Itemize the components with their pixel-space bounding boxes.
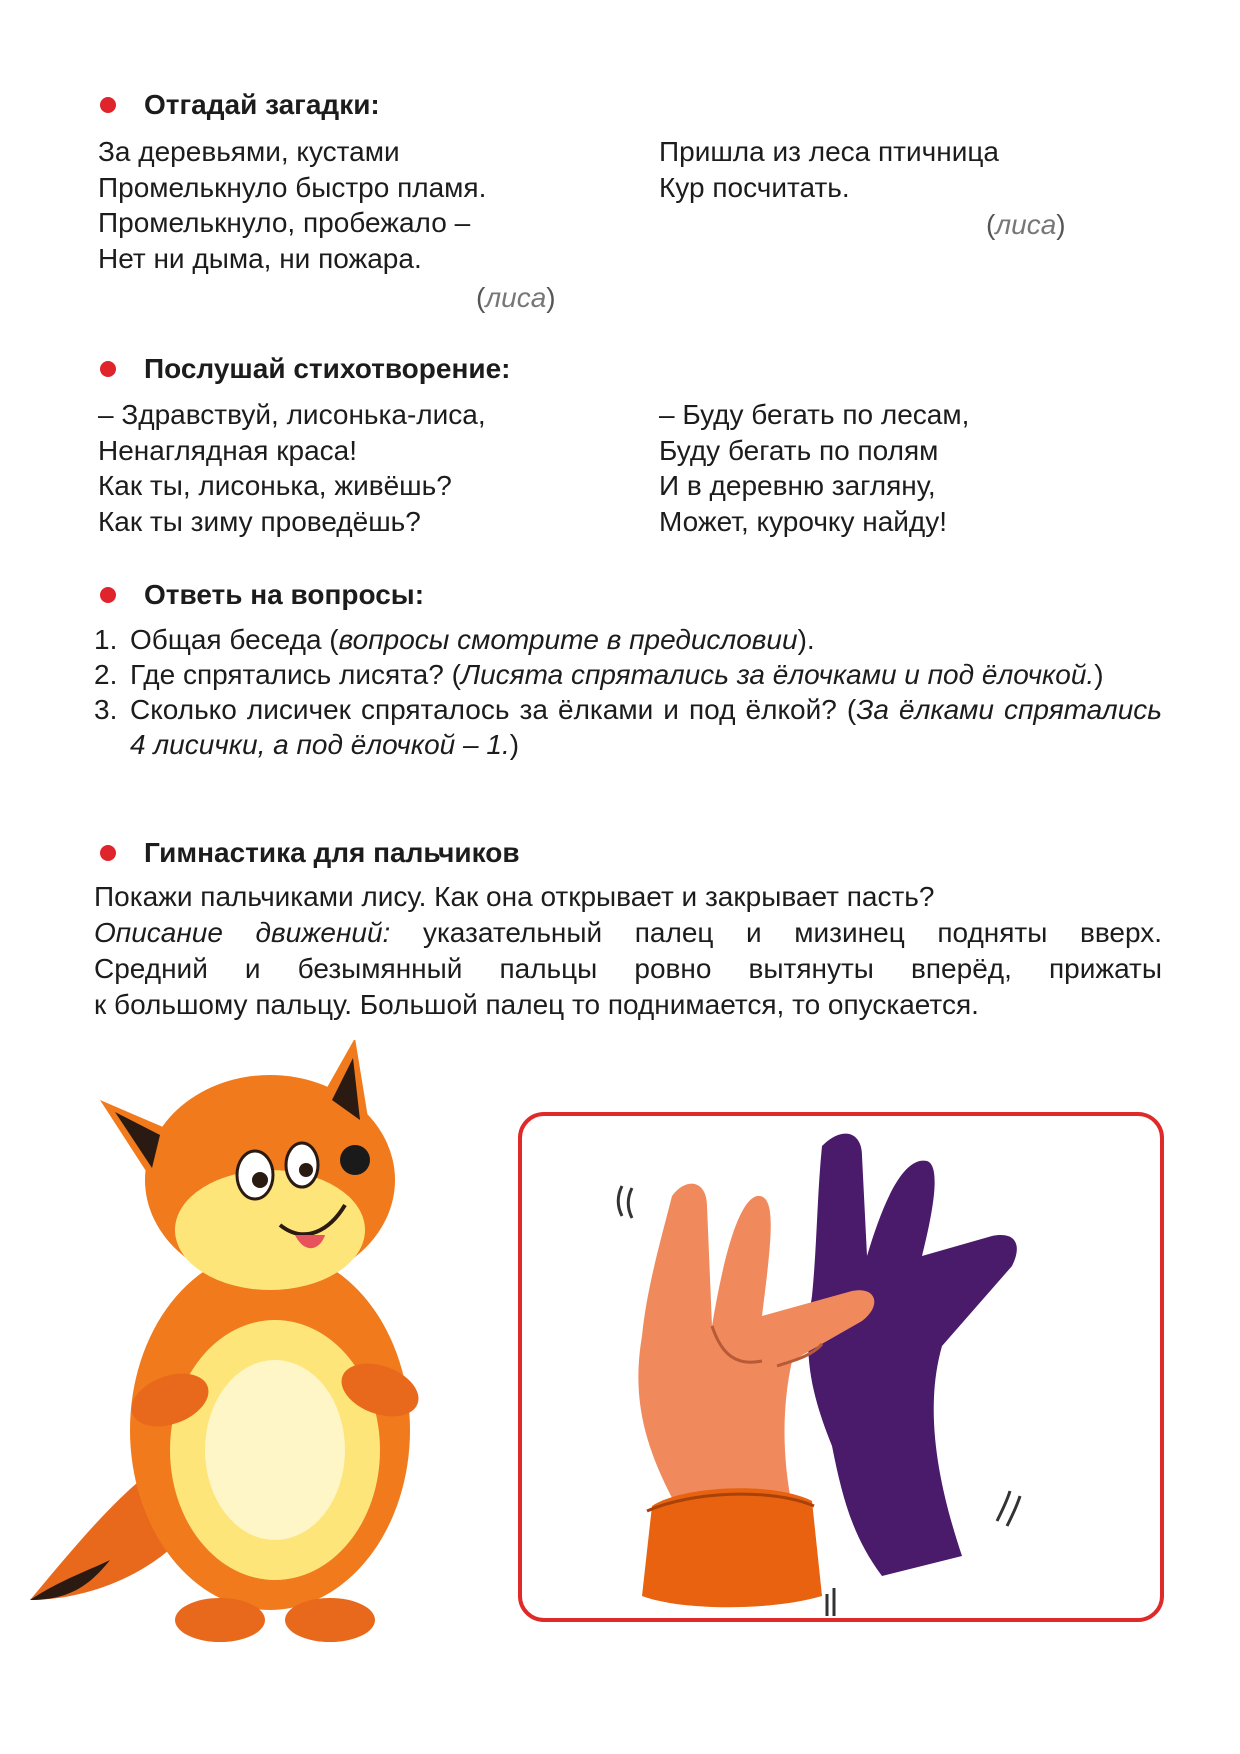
poem-line: – Здравствуй, лисонька-лиса,: [98, 399, 486, 430]
riddle-answer-text: лиса: [485, 282, 547, 313]
question-answer: За ёлками спрятались 4 лисички, а под ёлочкой – 1.: [130, 694, 1163, 760]
poem-line: Ненаглядная краса!: [98, 434, 357, 466]
questions-heading: [100, 578, 424, 612]
riddle-line: Кур посчитать.: [659, 171, 850, 203]
questions-heading-text: Ответь на вопросы:: [144, 579, 425, 610]
hand-fox-icon: [522, 1116, 1160, 1618]
poem-heading: [100, 352, 510, 386]
riddle-line: Нет ни дыма, ни пожара.: [98, 242, 422, 274]
question-text: Общая беседа (вопросы смотрите в предисловии).: [130, 624, 815, 655]
question-number: 1.: [94, 624, 118, 655]
question-answer: вопросы смотрите в предисловии: [338, 624, 798, 655]
gymnastics-desc-line: указательный палец и мизинец подняты вверх.: [422, 917, 1163, 948]
poem-heading-text: Послушай стихотворение:: [144, 353, 511, 384]
question-item: [94, 692, 1162, 762]
gymnastics-desc-label: Описание движений:: [94, 917, 391, 948]
bullet-icon: [100, 845, 116, 861]
questions-list: [94, 622, 1162, 762]
riddle-right-answer: (лиса): [986, 209, 1066, 240]
question-number: 3.: [94, 694, 118, 725]
riddle-line: Промелькнуло, пробежало –: [98, 207, 471, 238]
gymnastics-desc-line: к большому пальцу. Большой палец то поднимается, то опускается.: [94, 989, 979, 1020]
gymnastics-text: [94, 879, 1162, 1023]
riddle-right: [659, 134, 999, 205]
question-text: Где спрятались лисята? (Лисята спрятались за ёлочками и под ёлочкой.): [130, 659, 1104, 690]
question-item: [94, 622, 1162, 657]
riddle-left-answer: (лиса): [476, 282, 556, 313]
hand-illustration-frame: [518, 1112, 1164, 1622]
poem-left: [98, 397, 486, 539]
riddle-line: Промелькнуло быстро пламя.: [98, 171, 487, 203]
question-text: Сколько лисичек спряталось за ёлками и под ёлкой? (За ёлками спрятались 4 лисички, а под ёлочкой – 1.): [130, 694, 1163, 760]
gymnastics-desc-line: Средний и безымянный пальцы ровно вытянуты вперёд, прижаты: [94, 953, 1162, 984]
question-number: 2.: [94, 659, 118, 690]
poem-line: Как ты, лисонька, живёшь?: [98, 470, 452, 501]
poem-line: Может, курочку найду!: [659, 505, 948, 537]
riddles-heading-text: Отгадай загадки:: [144, 89, 380, 120]
bullet-icon: [100, 97, 116, 113]
gymnastics-intro: Покажи пальчиками лису. Как она открывает и закрывает пасть?: [94, 881, 935, 912]
poem-right: [659, 397, 969, 539]
poem-line: И в деревню загляну,: [659, 470, 936, 501]
riddle-answer-text: лиса: [995, 209, 1057, 240]
gymnastics-heading: [100, 836, 520, 870]
riddle-line: Пришла из леса птичница: [659, 136, 999, 167]
poem-line: Буду бегать по полям: [659, 434, 939, 466]
poem-line: Как ты зиму проведёшь?: [98, 505, 421, 537]
riddles-heading: [100, 88, 380, 122]
question-item: [94, 657, 1162, 692]
gymnastics-heading-text: Гимнастика для пальчиков: [144, 837, 520, 868]
poem-line: – Буду бегать по лесам,: [659, 399, 970, 430]
fox-illustration: [20, 1040, 430, 1660]
bullet-icon: [100, 587, 116, 603]
fox-icon: [20, 1040, 430, 1660]
question-answer: Лисята спрятались за ёлочками и под ёлочкой.: [460, 659, 1095, 690]
riddle-line: За деревьями, кустами: [98, 136, 400, 167]
bullet-icon: [100, 361, 116, 377]
riddle-left: [98, 134, 486, 276]
